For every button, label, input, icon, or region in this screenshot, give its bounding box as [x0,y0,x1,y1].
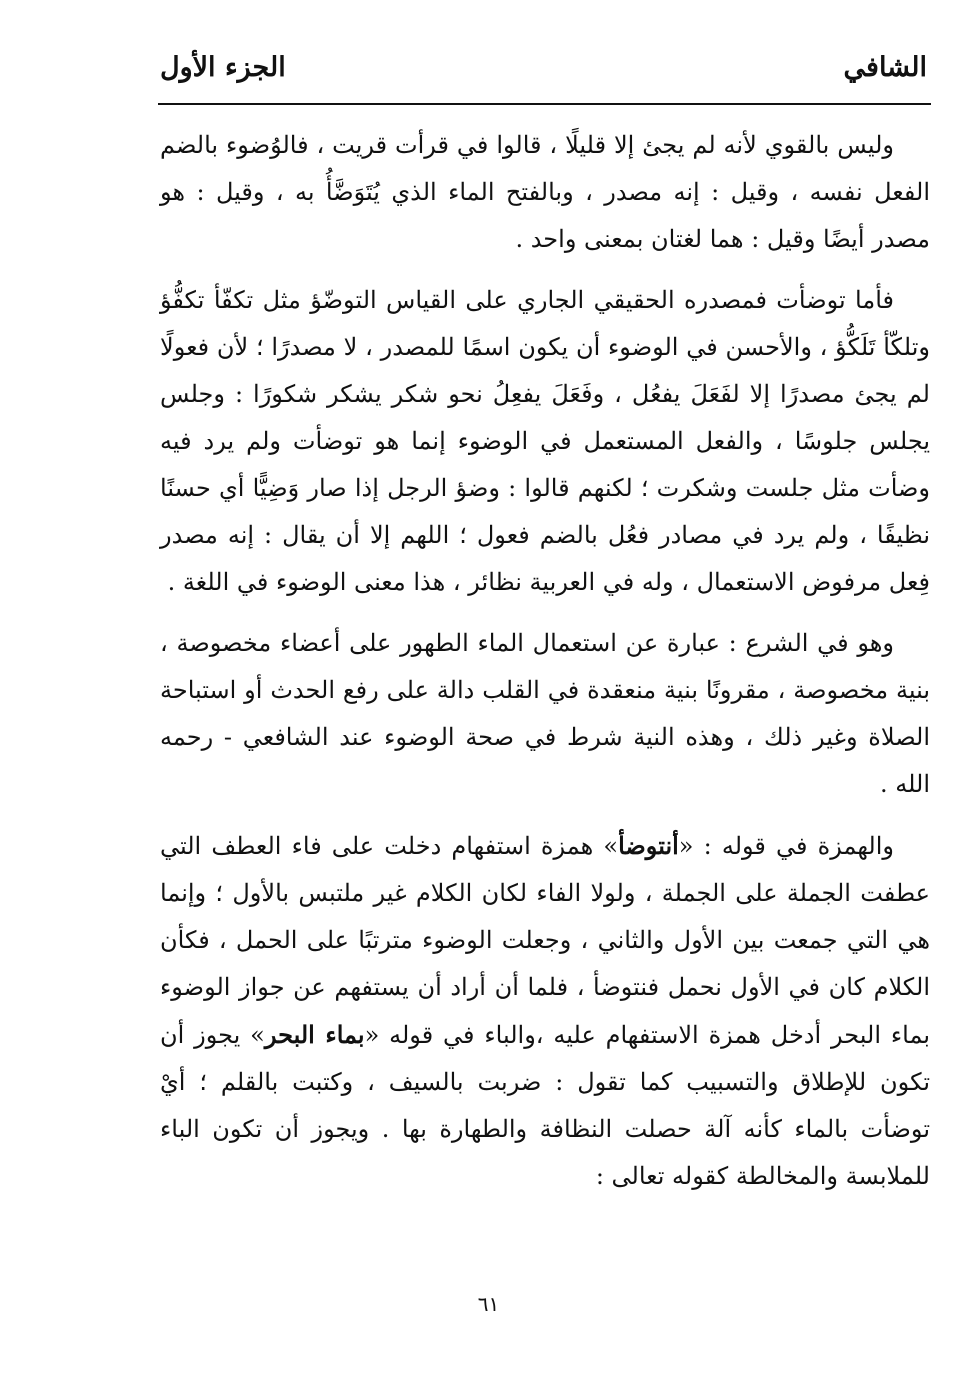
quoted-term-2: بماء البحر [264,1020,365,1049]
paragraph-1: وليس بالقوي لأنه لم يجئ إلا قليلًا ، قالوا في قرأت قريت ، فالوُضوء بالضم الفعل نفسه ، وقيل : إنه مصدر ، وبالفتح الماء الذي يُتَوَضَّأُ به ، وقيل : هو مصدر أيضًا وقيل : هما لغتان بمعنى واحد . [160,131,930,253]
paragraph-4-part-3: » يجوز أن تكون للإطلاق والتسبيب كما تقول : ضربت بالسيف ، وكتبت بالقلم ؛ أيْ توضأت بالماء كأنه آلة حصلت النظافة والطهارة بها . ويجوز أن تكون الباء للملابسة والمخالطة كقوله تعالى : [160,1021,930,1190]
main-text [160,122,930,1214]
book-title: الشافي [843,52,927,83]
header-divider [158,103,931,105]
paragraph-3: وهو في الشرع : عبارة عن استعمال الماء الطهور على أعضاء مخصوصة ، بنية مخصوصة ، مقرونًا بنية منعقدة في القلب دالة على رفع الحدث أو استباحة الصلاة وغير ذلك ، وهذه النية شرط في صحة الوضوء عند الشافعي - رحمه الله . [160,629,930,798]
quoted-term-1: أنتوضأ [618,831,679,860]
volume-label: الجزء الأول [160,52,286,83]
paragraph-4-part-2: » همزة استفهام دخلت على فاء العطف التي عطفت الجملة على الجملة ، ولولا الفاء لكان الكلام غير ملتبس بالأول ؛ وإنما هي التي جمعت بين الأول والثاني ، وجعلت الوضوء مترتبًا على الحمل ، فكأن الكلام كان في الأول نحمل فنتوضأ ، فلما أن أراد أن يستفهم عن جواز الوضوء بماء البحر أدخل همزة الاستفهام عليه ،والباء في قوله « [160,832,930,1049]
paragraph-4-part-1: والهمزة في قوله : « [678,832,894,860]
paragraph-4 [160,822,930,1200]
paragraph-2: فأما توضأت فمصدره الحقيقي الجاري على القياس التوضّؤ مثل تكفّأ تكفُّؤ وتلكّأ تَلَكُّؤ ، والأحسن في الوضوء أن يكون اسمًا للمصدر ، لا مصدرًا ؛ لأن فعولًا لم يجئ مصدرًا إلا لفَعَلَ يفعُل ، وفَعَلَ يفعِلُ نحو شكر يشكر شكورًا : وجلس يجلس جلوسًا ، والفعل المستعمل في الوضوء إنما هو توضأت ولم يرد فيه وضأت مثل جلست وشكرت ؛ لكنهم قالوا : وضؤ الرجل إذا صار وَضِيًّا أي حسنًا نظيفًا ، ولم يرد في مصادر فعُل بالضم فعول ؛ اللهم إلا أن يقال : إنه مصدر فِعل مرفوض الاستعمال ، وله في العربية نظائر ، هذا معنى الوضوء في اللغة . [160,286,930,596]
running-header [160,52,927,96]
page-number: ٦١ [477,1292,500,1316]
